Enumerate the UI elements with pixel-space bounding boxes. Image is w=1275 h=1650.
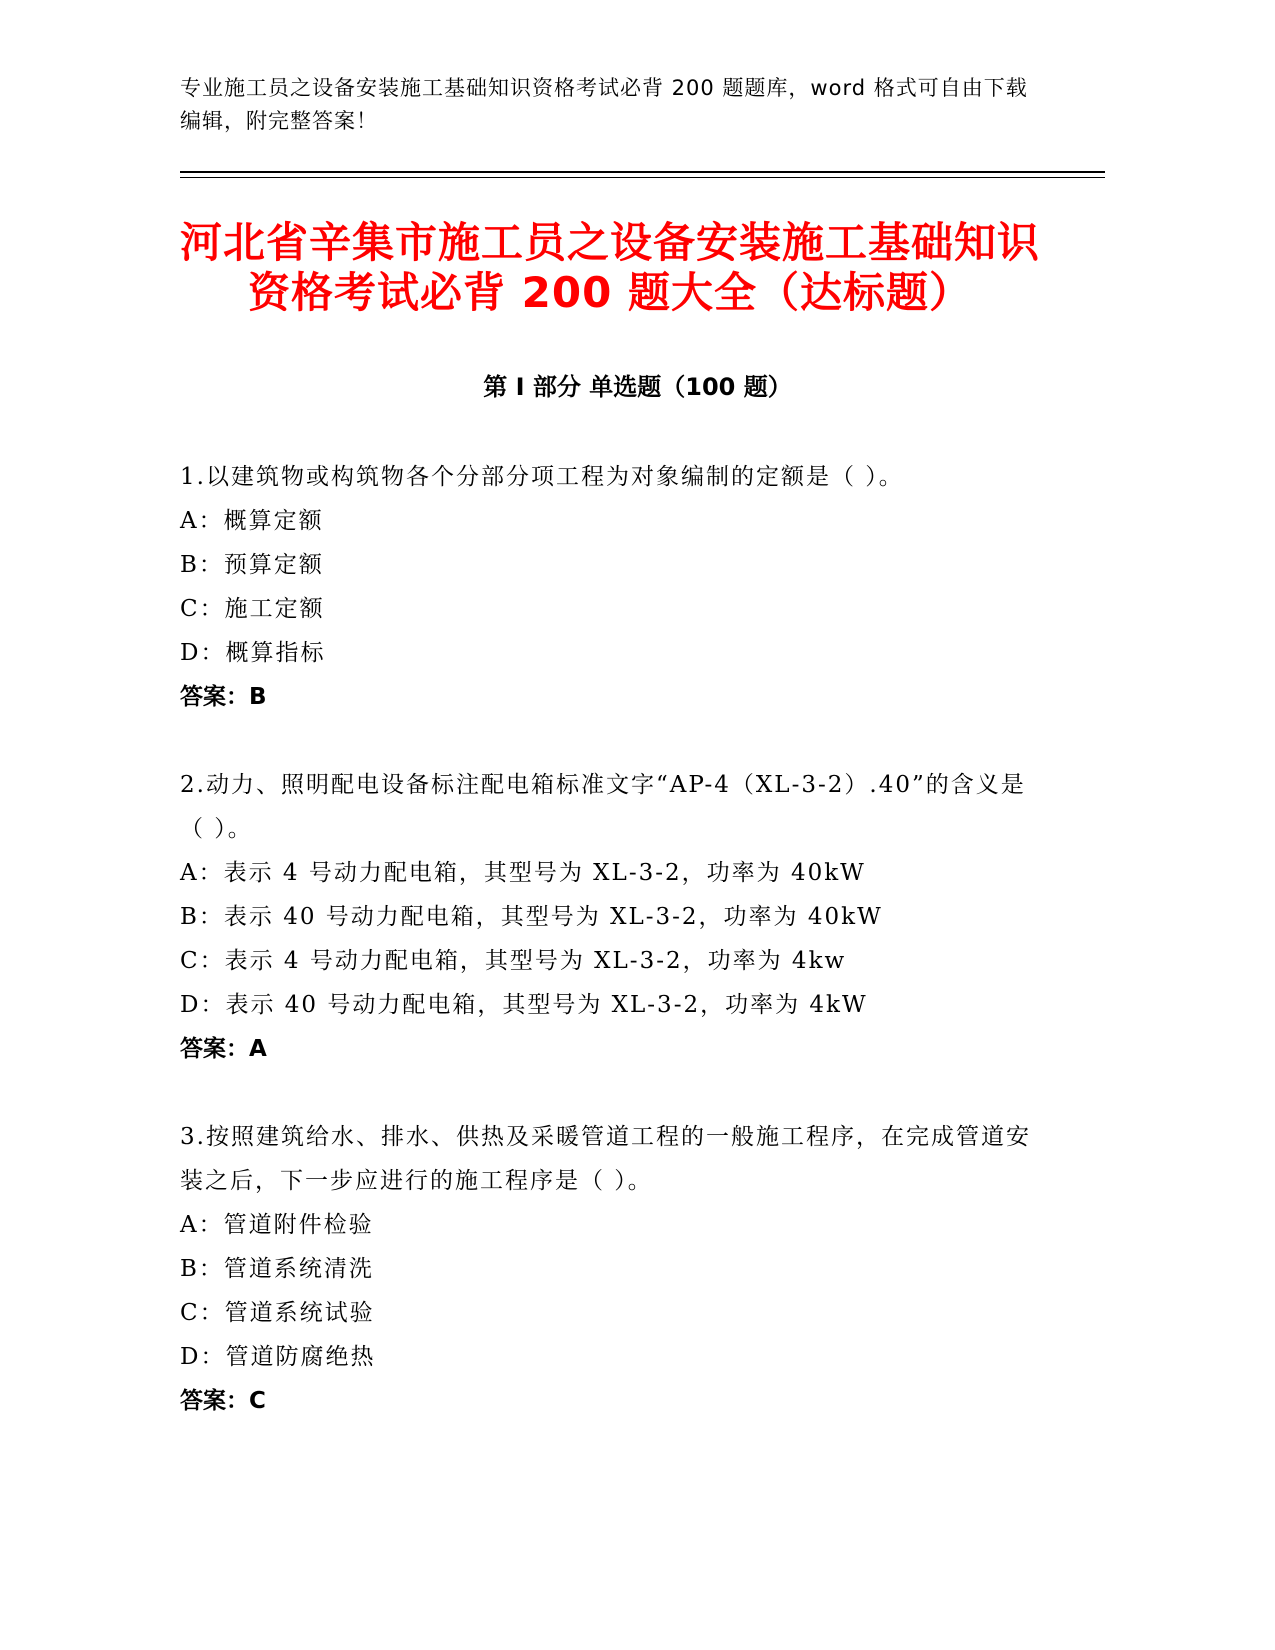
header-divider-thin (180, 177, 1105, 178)
question-stem: 2.动力、照明配电设备标注配电箱标准文字“AP-4（XL-3-2）.40”的含义是（ ）。 (180, 772, 1026, 842)
answer: 答案：C (180, 1388, 266, 1414)
option-c: C：施工定额 (180, 596, 325, 622)
header-divider-thick (180, 171, 1105, 173)
option-d: D：概算指标 (180, 640, 326, 666)
option-a: A：管道附件检验 (180, 1212, 374, 1238)
option-c: C：管道系统试验 (180, 1300, 375, 1326)
option-b: B：表示 40 号动力配电箱，其型号为 XL-3-2，功率为 40kW (180, 904, 883, 930)
section-heading: 第 I 部分 单选题（100 题） (483, 373, 792, 401)
question-3 (180, 1115, 1040, 1423)
header-note: 专业施工员之设备安装施工基础知识资格考试必背 200 题题库，word 格式可自由下载编辑，附完整答案！ (180, 76, 1028, 133)
question-stem: 1.以建筑物或构筑物各个分部分项工程为对象编制的定额是（ ）。 (180, 464, 904, 490)
answer: 答案：B (180, 684, 267, 710)
option-a: A：表示 4 号动力配电箱，其型号为 XL-3-2，功率为 40kW (180, 860, 866, 886)
answer: 答案：A (180, 1036, 267, 1062)
option-d: D：表示 40 号动力配电箱，其型号为 XL-3-2，功率为 4kW (180, 992, 868, 1018)
question-stem: 3.按照建筑给水、排水、供热及采暖管道工程的一般施工程序，在完成管道安装之后，下一步应进行的施工程序是（ ）。 (180, 1124, 1031, 1194)
option-a: A：概算定额 (180, 508, 324, 534)
question-list (180, 455, 1040, 1467)
option-d: D：管道防腐绝热 (180, 1344, 376, 1370)
document-title: 河北省辛集市施工员之设备安装施工基础知识资格考试必背 200 题大全（达标题） (179, 218, 1040, 317)
option-b: B：预算定额 (180, 552, 324, 578)
question-1 (180, 455, 1040, 719)
option-b: B：管道系统清洗 (180, 1256, 374, 1282)
question-2 (180, 763, 1040, 1071)
option-c: C：表示 4 号动力配电箱，其型号为 XL-3-2，功率为 4kw (180, 948, 847, 974)
